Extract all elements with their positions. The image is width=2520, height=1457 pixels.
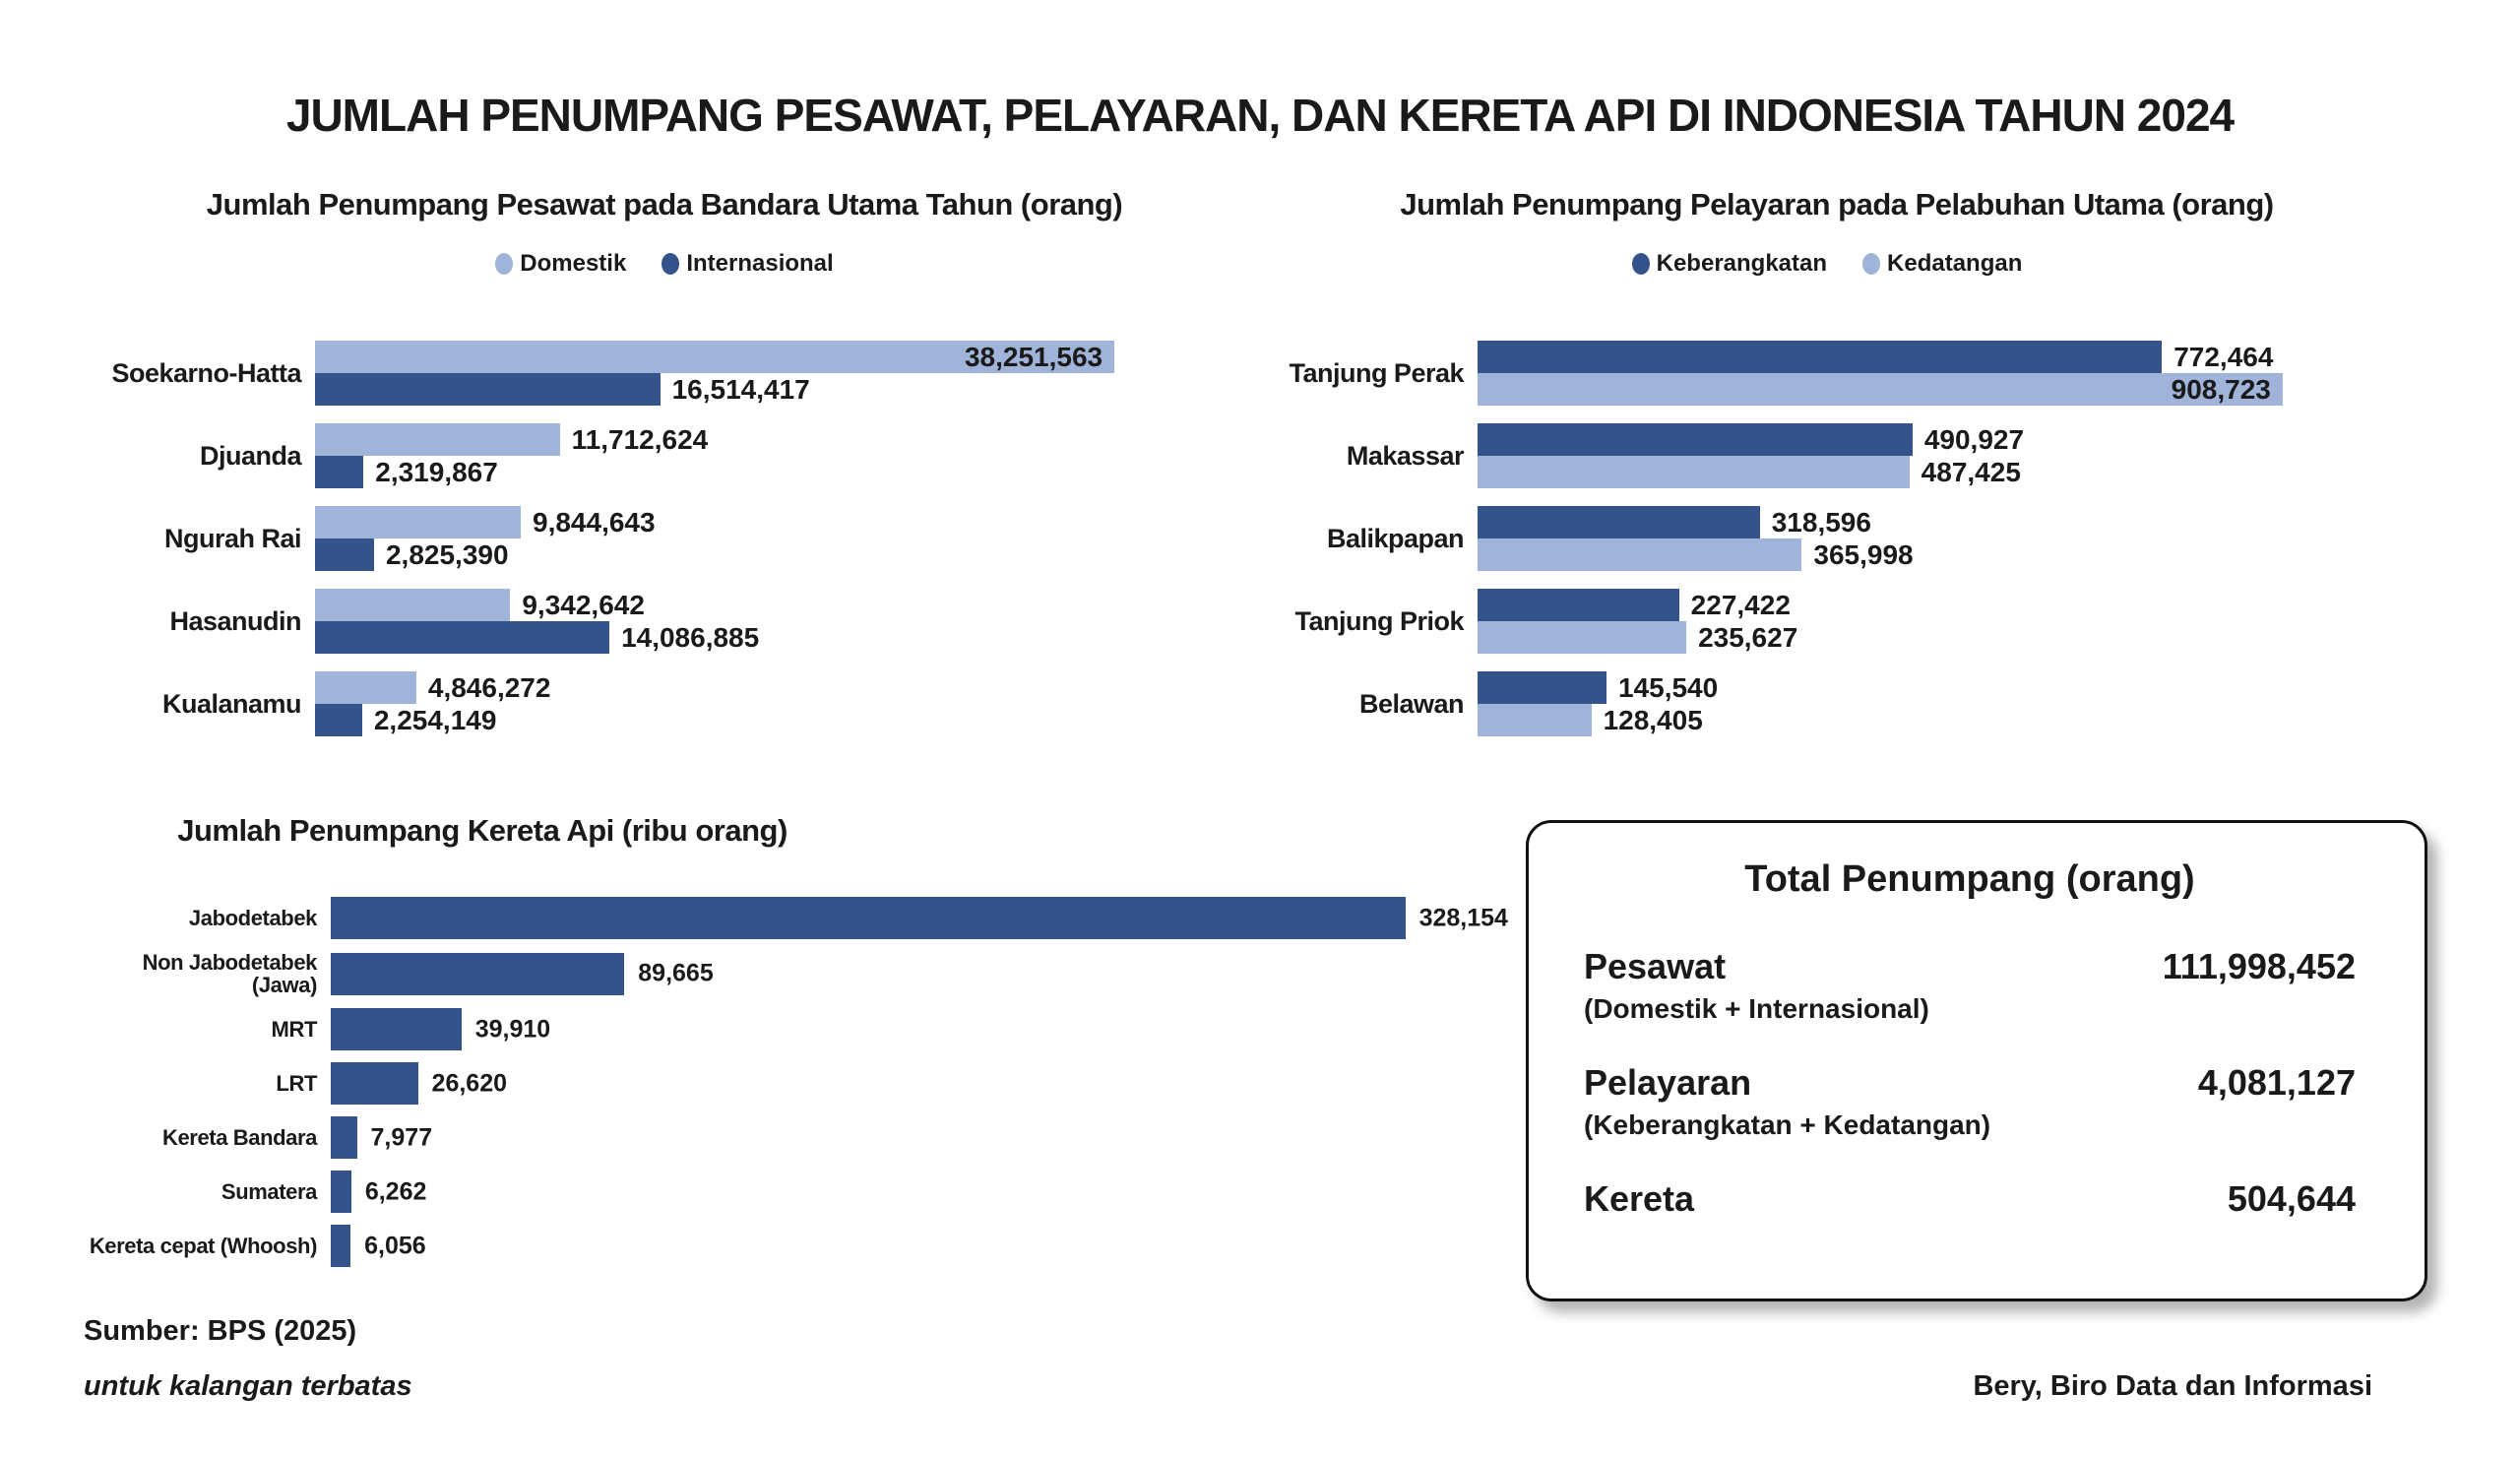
bar-group bbox=[1478, 341, 2293, 406]
dark-legend-dot bbox=[662, 253, 679, 275]
legend-label: Kedatangan bbox=[1887, 250, 2023, 277]
kedatangan-bar bbox=[1478, 373, 2283, 406]
category-label: Jabodetabek bbox=[188, 905, 317, 930]
chart-row bbox=[1261, 671, 2293, 736]
chart-row bbox=[79, 1171, 1444, 1213]
category-label: LRT bbox=[276, 1071, 317, 1097]
category-label: Balikpapan bbox=[1326, 523, 1464, 553]
value-label: 318,596 bbox=[1771, 506, 1871, 538]
kedatangan-bar bbox=[1478, 456, 2021, 488]
penumpang-bar bbox=[331, 1116, 433, 1159]
totals-label: Pelayaran bbox=[1584, 1062, 1752, 1103]
keberangkatan-bar bbox=[1478, 341, 2274, 373]
value-label: 2,825,390 bbox=[385, 538, 509, 570]
category-label: Kualanamu bbox=[161, 688, 301, 719]
value-label: 2,254,149 bbox=[373, 704, 497, 735]
kedatangan-bar bbox=[1478, 621, 1798, 654]
value-label: 6,056 bbox=[364, 1232, 426, 1260]
kedatangan-bar bbox=[1478, 704, 1703, 736]
keberangkatan-bar bbox=[1478, 589, 1791, 621]
value-label: 89,665 bbox=[638, 959, 714, 987]
internasional-bar bbox=[315, 538, 509, 571]
chart-row bbox=[1261, 589, 2293, 654]
chart-pesawat bbox=[98, 187, 1230, 758]
chart-row bbox=[98, 506, 1130, 571]
bar-group bbox=[1478, 589, 2293, 654]
category-label: Hasanudin bbox=[169, 605, 301, 636]
credit-note: Bery, Biro Data dan Informasi bbox=[1973, 1370, 2372, 1402]
penumpang-bar bbox=[331, 897, 1508, 939]
category-label: Belawan bbox=[1358, 688, 1464, 719]
value-label: 2,319,867 bbox=[375, 456, 498, 487]
source-note: Sumber: BPS (2025) bbox=[84, 1315, 357, 1347]
chart-pelayaran-title: Jumlah Penumpang Pelayaran pada Pelabuhan Utama (orang) bbox=[1400, 187, 2274, 222]
keberangkatan-bar bbox=[1478, 423, 2025, 456]
bar-group bbox=[1478, 423, 2293, 488]
page-title: JUMLAH PENUMPANG PESAWAT, PELAYARAN, DAN KERETA API DI INDONESIA TAHUN 2024 bbox=[285, 90, 2235, 141]
totals-sub-pelayaran: (Keberangkatan + Kedatangan) bbox=[1584, 1109, 1991, 1140]
domestik-bar bbox=[315, 423, 709, 456]
totals-panel bbox=[1526, 820, 2427, 1301]
domestik-bar bbox=[315, 589, 645, 621]
category-label: Tanjung Perak bbox=[1289, 357, 1464, 388]
chart-row bbox=[79, 897, 1508, 939]
internasional-bar bbox=[315, 621, 760, 654]
value-label: 6,262 bbox=[364, 1177, 427, 1206]
bar-group bbox=[315, 341, 1130, 406]
value-label: 14,086,885 bbox=[621, 621, 760, 653]
totals-label: Pesawat bbox=[1584, 946, 1727, 986]
kedatangan-bar bbox=[1478, 538, 1914, 571]
chart-kereta bbox=[79, 813, 1508, 1286]
bar-group bbox=[331, 953, 1444, 995]
value-label: 487,425 bbox=[1921, 456, 2021, 487]
chart-kereta-bars bbox=[79, 897, 1508, 1279]
penumpang-bar bbox=[331, 1062, 508, 1105]
bar-group bbox=[315, 589, 1130, 654]
bar-group bbox=[331, 1116, 1444, 1159]
category-label: Tanjung Priok bbox=[1294, 605, 1464, 636]
category-label: Sumatera bbox=[220, 1179, 317, 1205]
chart-pelayaran bbox=[1261, 187, 2393, 758]
value-label: 908,723 bbox=[2171, 373, 2271, 405]
domestik-bar bbox=[315, 506, 656, 538]
value-label: 4,846,272 bbox=[427, 671, 551, 703]
totals-label: Kereta bbox=[1584, 1178, 1695, 1219]
value-label: 772,464 bbox=[2174, 341, 2274, 372]
chart-row bbox=[98, 589, 1130, 654]
totals-title: Total Penumpang (orang) bbox=[1744, 858, 2195, 900]
domestik-bar bbox=[315, 341, 1114, 373]
keberangkatan-bar bbox=[1478, 671, 1719, 704]
keberangkatan-bar bbox=[1478, 506, 1871, 538]
value-label: 145,540 bbox=[1617, 671, 1719, 703]
bar-group bbox=[331, 1008, 1444, 1050]
domestik-bar bbox=[315, 671, 551, 704]
chart-row bbox=[79, 1062, 1444, 1105]
bar-group bbox=[331, 1225, 1444, 1267]
chart-pesawat-title: Jumlah Penumpang Pesawat pada Bandara Utama Tahun (orang) bbox=[206, 187, 1123, 222]
value-label: 16,514,417 bbox=[671, 373, 810, 405]
chart-row bbox=[1261, 506, 2293, 571]
chart-row bbox=[79, 951, 1444, 996]
bar-group bbox=[331, 1062, 1444, 1105]
dark-legend-dot bbox=[1632, 253, 1650, 275]
penumpang-bar bbox=[331, 953, 714, 995]
legend-item bbox=[1862, 250, 2022, 278]
totals-row-kereta bbox=[1584, 1178, 2356, 1220]
category-label: Ngurah Rai bbox=[163, 523, 301, 553]
bar-group bbox=[315, 506, 1130, 571]
category-label: Makassar bbox=[1346, 440, 1464, 471]
internasional-bar bbox=[315, 704, 497, 736]
value-label: 9,844,643 bbox=[533, 506, 656, 538]
category-label: MRT bbox=[271, 1017, 317, 1043]
chart-row bbox=[98, 423, 1130, 488]
legend-label: Domestik bbox=[520, 250, 627, 277]
legend-label: Keberangkatan bbox=[1656, 250, 1828, 277]
value-label: 26,620 bbox=[431, 1069, 508, 1098]
chart-row bbox=[98, 671, 1130, 736]
category-label: Soekarno-Hatta bbox=[111, 357, 301, 388]
chart-row bbox=[1261, 341, 2293, 406]
totals-row-pesawat bbox=[1584, 946, 2356, 987]
chart-pelayaran-legend bbox=[1261, 250, 2393, 278]
value-label: 9,342,642 bbox=[522, 589, 645, 620]
chart-row bbox=[79, 1116, 1444, 1159]
value-label: 11,712,624 bbox=[571, 423, 709, 455]
chart-pesawat-bars bbox=[98, 341, 1130, 754]
legend-item bbox=[662, 250, 833, 278]
penumpang-bar bbox=[331, 1171, 427, 1213]
bar-group bbox=[331, 897, 1508, 939]
bar-group bbox=[315, 671, 1130, 736]
totals-sub-pesawat: (Domestik + Internasional) bbox=[1584, 993, 1929, 1024]
category-label: Non Jabodetabek (Jawa) bbox=[142, 950, 317, 998]
value-label: 39,910 bbox=[474, 1015, 551, 1044]
bar-group bbox=[331, 1171, 1444, 1213]
value-label: 128,405 bbox=[1603, 704, 1703, 735]
chart-pesawat-legend bbox=[98, 250, 1230, 278]
legend-item bbox=[495, 250, 626, 278]
category-label: Kereta cepat (Whoosh) bbox=[89, 1234, 317, 1259]
chart-pelayaran-bars bbox=[1261, 341, 2293, 754]
chart-row bbox=[98, 341, 1130, 406]
penumpang-bar bbox=[331, 1008, 551, 1050]
totals-value: 504,644 bbox=[2227, 1178, 2356, 1219]
chart-row bbox=[79, 1225, 1444, 1267]
totals-value: 4,081,127 bbox=[2197, 1062, 2356, 1103]
legend-item bbox=[1632, 250, 1827, 278]
legend-label: Internasional bbox=[686, 250, 834, 277]
bar-group bbox=[1478, 671, 2293, 736]
light-legend-dot bbox=[495, 253, 513, 275]
totals-value: 111,998,452 bbox=[2162, 946, 2356, 986]
category-label: Djuanda bbox=[199, 440, 301, 471]
chart-row bbox=[79, 1008, 1444, 1050]
chart-kereta-title: Jumlah Penumpang Kereta Api (ribu orang) bbox=[177, 813, 788, 848]
value-label: 235,627 bbox=[1698, 621, 1798, 653]
restricted-note: untuk kalangan terbatas bbox=[84, 1370, 412, 1402]
internasional-bar bbox=[315, 373, 810, 406]
chart-row bbox=[1261, 423, 2293, 488]
light-legend-dot bbox=[1862, 253, 1880, 275]
bar-group bbox=[1478, 506, 2293, 571]
penumpang-bar bbox=[331, 1225, 426, 1267]
value-label: 490,927 bbox=[1923, 423, 2025, 455]
value-label: 38,251,563 bbox=[964, 341, 1103, 372]
value-label: 7,977 bbox=[370, 1123, 433, 1152]
internasional-bar bbox=[315, 456, 498, 488]
totals-row-pelayaran bbox=[1584, 1062, 2356, 1104]
value-label: 328,154 bbox=[1418, 904, 1508, 931]
value-label: 227,422 bbox=[1690, 589, 1791, 620]
category-label: Kereta Bandara bbox=[161, 1125, 317, 1151]
bar-group bbox=[315, 423, 1130, 488]
value-label: 365,998 bbox=[1813, 538, 1914, 570]
